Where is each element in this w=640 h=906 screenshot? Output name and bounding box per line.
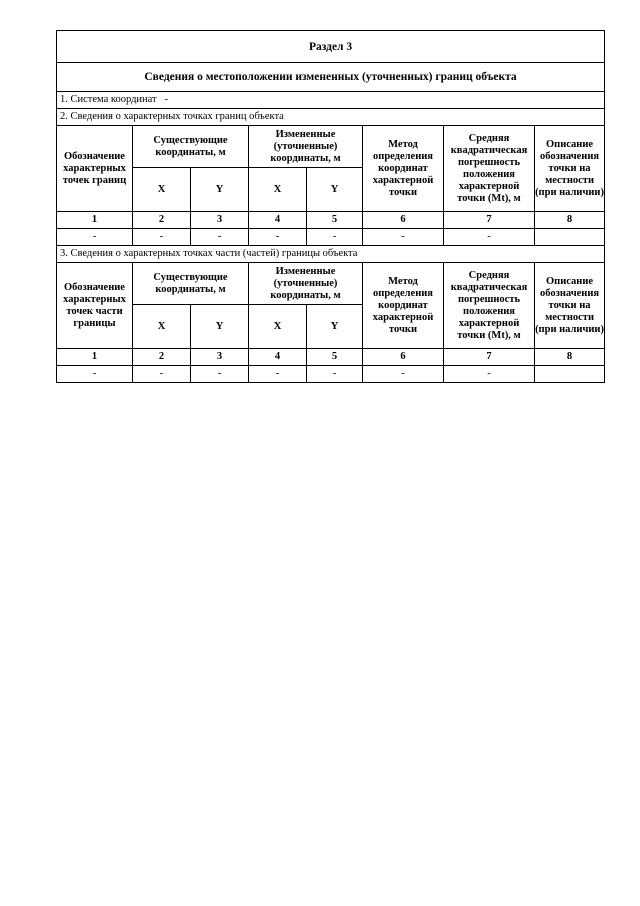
s3-cell: - bbox=[363, 366, 444, 383]
s3-cell: - bbox=[191, 366, 249, 383]
s2-cell: - bbox=[444, 229, 535, 246]
s2-col-number: 7 bbox=[444, 212, 535, 229]
s2-cell: - bbox=[363, 229, 444, 246]
coord-system-value: - bbox=[164, 94, 169, 105]
s2-cell: - bbox=[249, 229, 307, 246]
s3-header-changed-coords: Измененные (уточненные) координаты, м bbox=[249, 263, 363, 305]
s3-col-number: 3 bbox=[191, 349, 249, 366]
s2-header-x-existing: X bbox=[133, 168, 191, 212]
s2-cell: - bbox=[57, 229, 133, 246]
s2-cell: - bbox=[133, 229, 191, 246]
s3-header-description: Описание обозначения точки на местности (при наличии) bbox=[535, 263, 605, 349]
s3-col-number: 7 bbox=[444, 349, 535, 366]
s3-header-x-changed: X bbox=[249, 305, 307, 349]
s3-header-y-changed: Y bbox=[307, 305, 363, 349]
s3-cell: - bbox=[444, 366, 535, 383]
s2-cell: - bbox=[191, 229, 249, 246]
s3-header-error: Средняя квадратическая погрешность положения характерной точки (Mt), м bbox=[444, 263, 535, 349]
section-title: Раздел 3 bbox=[57, 31, 605, 63]
s3-header-y-existing: Y bbox=[191, 305, 249, 349]
coord-system-label: 1. Система координат bbox=[60, 94, 157, 105]
s3-cell: - bbox=[307, 366, 363, 383]
s2-col-number: 6 bbox=[363, 212, 444, 229]
s3-col-number: 5 bbox=[307, 349, 363, 366]
s2-cell bbox=[535, 229, 605, 246]
s2-col-number: 4 bbox=[249, 212, 307, 229]
s2-header-point-designation: Обозначение характерных точек границ bbox=[57, 126, 133, 212]
s3-col-number: 1 bbox=[57, 349, 133, 366]
s3-header-point-designation: Обозначение характерных точек части границы bbox=[57, 263, 133, 349]
section3-label: 3. Сведения о характерных точках части (частей) границы объекта bbox=[57, 246, 605, 263]
s2-header-method: Метод определения координат характерной точки bbox=[363, 126, 444, 212]
s3-cell: - bbox=[133, 366, 191, 383]
boundary-table bbox=[56, 30, 605, 383]
s3-header-x-existing: X bbox=[133, 305, 191, 349]
section-subtitle: Сведения о местоположении измененных (уточненных) границ объекта bbox=[57, 63, 605, 92]
s3-cell: - bbox=[57, 366, 133, 383]
s2-col-number: 2 bbox=[133, 212, 191, 229]
s2-header-existing-coords: Существующие координаты, м bbox=[133, 126, 249, 168]
s2-col-number: 1 bbox=[57, 212, 133, 229]
s2-col-number: 3 bbox=[191, 212, 249, 229]
s2-header-error: Средняя квадратическая погрешность положения характерной точки (Mt), м bbox=[444, 126, 535, 212]
s2-header-x-changed: X bbox=[249, 168, 307, 212]
s2-col-number: 8 bbox=[535, 212, 605, 229]
s3-cell bbox=[535, 366, 605, 383]
coord-system-row bbox=[57, 92, 605, 109]
s3-col-number: 4 bbox=[249, 349, 307, 366]
s2-header-y-existing: Y bbox=[191, 168, 249, 212]
s3-header-method: Метод определения координат характерной точки bbox=[363, 263, 444, 349]
document-page bbox=[56, 30, 604, 383]
s3-cell: - bbox=[249, 366, 307, 383]
s3-col-number: 6 bbox=[363, 349, 444, 366]
s2-header-description: Описание обозначения точки на местности (при наличии) bbox=[535, 126, 605, 212]
s2-header-y-changed: Y bbox=[307, 168, 363, 212]
section2-label: 2. Сведения о характерных точках границ объекта bbox=[57, 109, 605, 126]
s3-col-number: 8 bbox=[535, 349, 605, 366]
s2-col-number: 5 bbox=[307, 212, 363, 229]
s3-header-existing-coords: Существующие координаты, м bbox=[133, 263, 249, 305]
s2-header-changed-coords: Измененные (уточненные) координаты, м bbox=[249, 126, 363, 168]
s2-cell: - bbox=[307, 229, 363, 246]
s3-col-number: 2 bbox=[133, 349, 191, 366]
